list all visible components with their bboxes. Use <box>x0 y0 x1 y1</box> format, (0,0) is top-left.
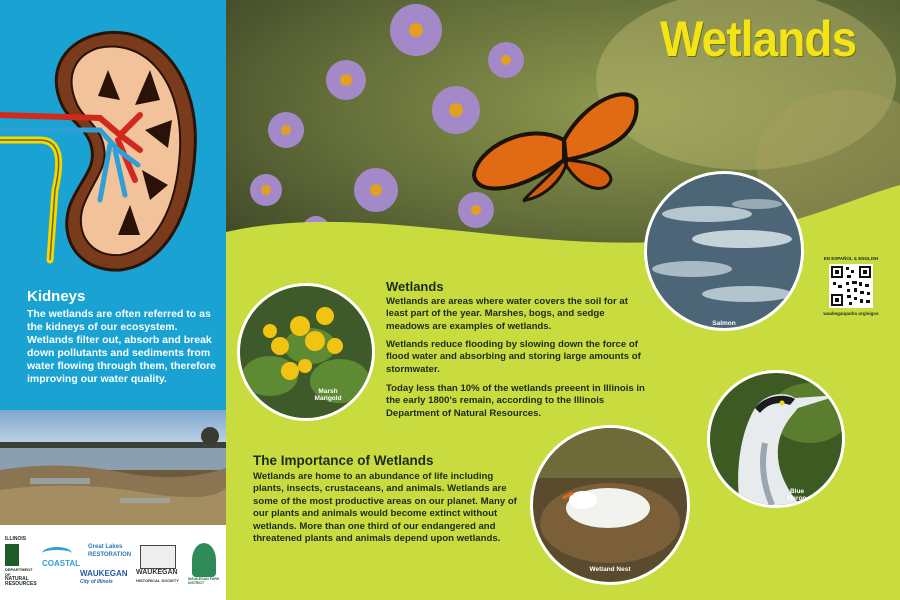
kidneys-text: The wetlands are often referred to as the kidneys of our ecosystem. Wetlands filter out, absorb and break down pollutants and sediments from water flowing through them, therefore improving our water quality. <box>27 308 217 385</box>
illinois-shape-icon <box>5 544 19 566</box>
marsh-landscape-photo <box>0 410 226 525</box>
left-panel <box>0 0 226 600</box>
kidney-illustration <box>0 0 226 283</box>
importance-heading: The Importance of Wetlands <box>253 453 434 468</box>
illinois-dnr-logo: ILLINOIS DEPARTMENT OF NATURAL RESOURCES <box>5 536 37 587</box>
wetlands-paragraph-2: Wetlands reduce flooding by slowing down the force of flood water and absorbing and storing large amounts of stormwater. <box>386 339 641 375</box>
marsh-marigold-photo <box>237 283 375 421</box>
salmon-caption: Salmon <box>712 320 736 327</box>
sponsor-logo-strip <box>0 525 226 600</box>
qr-code-icon[interactable] <box>829 264 873 308</box>
blue-heron-caption: Blue Heron <box>787 488 807 502</box>
importance-text: Wetlands are home to an abundance of life including plants, insects, crustaceans, and animals. Wetlands are some of the most productive areas on our planet. Many of our plants and animals would become extinct without wetlands. More than one third of our endangered and threatened plants and animals depend upon wetlands. <box>253 471 517 545</box>
wetland-nest-photo <box>530 425 690 585</box>
waukegan-park-district-logo: WAUKEGAN PARK DISTRICT <box>188 543 224 585</box>
kidneys-title: Kidneys <box>27 288 86 305</box>
tree-icon <box>192 543 216 577</box>
great-lakes-restoration-logo: Great Lakes RESTORATION <box>88 544 132 558</box>
wetlands-paragraph-3: Today less than 10% of the wetlands preeent in Illinois in the early 1800's remain, according to the Illinois Department of Natural Resources. <box>386 383 645 419</box>
wetlands-heading: Wetlands <box>386 279 444 294</box>
waukegan-historical-society-logo: WAUKEGAN HISTORICAL SOCIETY <box>136 545 184 585</box>
qr-url-label: waukeganparks.org/signs <box>823 311 879 316</box>
qr-language-label: EN ESPAÑOL & ENGLISH <box>823 256 879 261</box>
building-icon <box>140 545 176 569</box>
wetlands-paragraph-1: Wetlands are areas where water covers the soil for at least part of the year. Marshes, bogs, and sedge meadows are examples of wetlands. <box>386 296 628 332</box>
coastal-logo: COASTAL <box>42 547 82 568</box>
page-title: Wetlands <box>660 11 857 67</box>
marsh-marigold-caption: Marsh Marigold <box>314 388 342 402</box>
blue-heron-photo <box>707 370 845 508</box>
salmon-photo <box>644 171 804 331</box>
waukegan-city-logo: WAUKEGAN City of Illinois <box>80 569 128 585</box>
wetland-nest-caption: Wetland Nest <box>589 566 631 573</box>
qr-code-block[interactable] <box>820 256 882 320</box>
